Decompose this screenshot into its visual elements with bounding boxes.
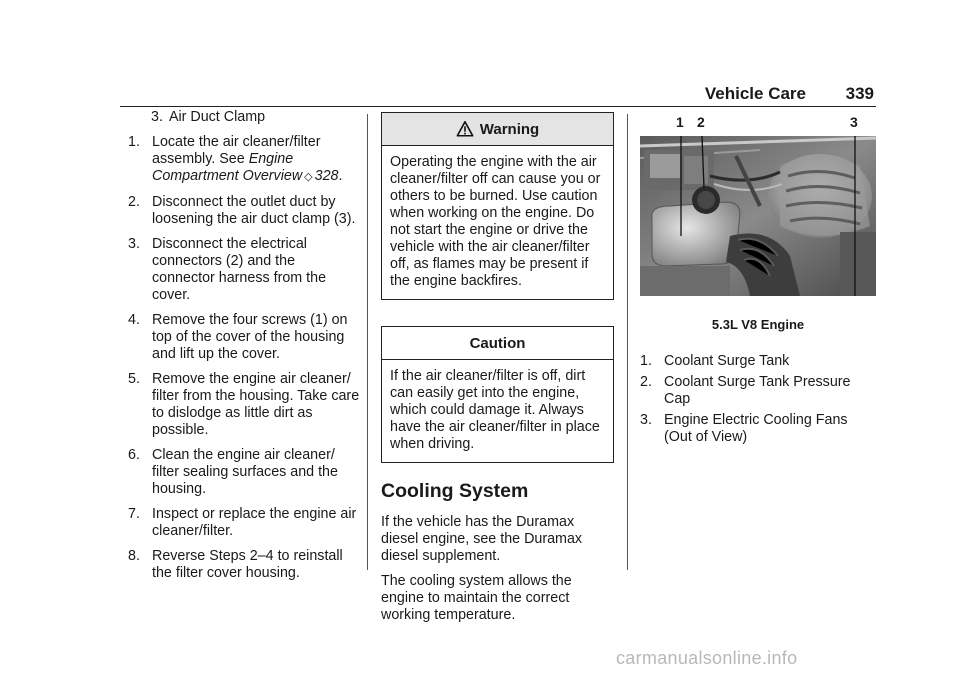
column-steps bbox=[128, 109, 360, 590]
legend-item bbox=[640, 374, 876, 408]
step-2 bbox=[128, 194, 360, 228]
legend-number: 2. bbox=[640, 374, 652, 390]
step-text: Inspect or replace the engine air cleaner/filter. bbox=[152, 506, 357, 539]
sub-step-item bbox=[128, 109, 360, 126]
step-text: Disconnect the outlet duct by loosening the air duct clamp (3). bbox=[152, 194, 356, 227]
step-number: 3. bbox=[128, 236, 140, 252]
step-number: 1. bbox=[128, 134, 140, 150]
warning-title: Warning bbox=[479, 120, 540, 138]
engine-photo bbox=[640, 136, 876, 296]
cross-reference-icon: ◇ bbox=[304, 171, 313, 183]
legend-number: 3. bbox=[640, 412, 652, 428]
caution-header bbox=[382, 327, 613, 360]
step-text: Disconnect the electrical connectors (2) and the connector harness from the cover. bbox=[152, 236, 327, 303]
legend-text: Coolant Surge Tank Pressure Cap bbox=[664, 374, 851, 407]
legend-number: 1. bbox=[640, 353, 652, 369]
paragraph-cooling-purpose: The cooling system allows the engine to maintain the correct working temperature. bbox=[381, 573, 572, 623]
page-header bbox=[120, 80, 876, 107]
step-text: Remove the four screws (1) on top of the cover of the housing and lift up the cover. bbox=[152, 312, 348, 362]
legend-item bbox=[640, 353, 876, 370]
column-figure bbox=[640, 112, 876, 450]
warning-body: Operating the engine with the air cleaner/filter off can cause you or others to be burned. Use caution when working on the engine. Do not start the engine or drive the vehicle with the air cleaner/filter off, as flames may be present if the engine backfires. bbox=[390, 154, 601, 289]
figure-caption: 5.3L V8 Engine bbox=[711, 317, 805, 332]
callout-number-1: 1 bbox=[676, 114, 684, 130]
column-divider-2 bbox=[627, 114, 628, 570]
section-title-cooling-system: Cooling System bbox=[381, 480, 529, 502]
callout-number-3: 3 bbox=[850, 114, 858, 130]
step-4 bbox=[128, 312, 360, 363]
step-number: 7. bbox=[128, 506, 140, 522]
caution-box bbox=[381, 326, 614, 463]
step-8 bbox=[128, 548, 360, 582]
step-7 bbox=[128, 506, 360, 540]
page-number: 339 bbox=[845, 84, 874, 103]
page-reference-link[interactable]: 328 bbox=[314, 168, 339, 184]
engine-compartment-link[interactable]: Engine Compartment Overview bbox=[152, 151, 303, 184]
column-divider-1 bbox=[367, 114, 368, 570]
caution-title: Caution bbox=[469, 334, 526, 352]
caution-body: If the air cleaner/filter is off, dirt can easily get into the engine, which could damage it. Always have the air cleaner/filter in place when driving. bbox=[390, 368, 600, 452]
warning-triangle-icon bbox=[456, 120, 474, 138]
step-text: Clean the engine air cleaner/ filter sealing surfaces and the housing. bbox=[152, 447, 338, 497]
callout-number-2: 2 bbox=[697, 114, 705, 130]
step-text: Remove the engine air cleaner/ filter from the housing. Take care to dislodge as little dirt as possible. bbox=[152, 371, 360, 438]
step-number: 2. bbox=[128, 194, 140, 210]
sub-step-number: 3. bbox=[151, 109, 163, 125]
legend-item bbox=[640, 412, 876, 446]
step-number: 8. bbox=[128, 548, 140, 564]
engine-figure bbox=[640, 112, 876, 308]
step-text: Locate the air cleaner/filter assembly. See bbox=[152, 134, 321, 167]
legend-text: Coolant Surge Tank bbox=[664, 353, 790, 369]
step-6 bbox=[128, 447, 360, 498]
sub-step-text: Air Duct Clamp bbox=[168, 109, 266, 125]
legend-text: Engine Electric Cooling Fans (Out of View) bbox=[664, 412, 848, 445]
column-warnings bbox=[381, 112, 614, 632]
watermark: carmanualsonline.info bbox=[616, 648, 798, 668]
step-number: 4. bbox=[128, 312, 140, 328]
warning-header bbox=[382, 113, 613, 146]
step-1 bbox=[128, 134, 360, 186]
step-5 bbox=[128, 371, 360, 439]
step-number: 6. bbox=[128, 447, 140, 463]
step-text: Reverse Steps 2–4 to reinstall the filter cover housing. bbox=[152, 548, 343, 581]
step-text-end: . bbox=[338, 168, 343, 184]
paragraph-duramax: If the vehicle has the Duramax diesel engine, see the Duramax diesel supplement. bbox=[381, 514, 583, 564]
section-header-title: Vehicle Care bbox=[704, 84, 806, 103]
step-number: 5. bbox=[128, 371, 140, 387]
step-3 bbox=[128, 236, 360, 304]
warning-box bbox=[381, 112, 614, 300]
